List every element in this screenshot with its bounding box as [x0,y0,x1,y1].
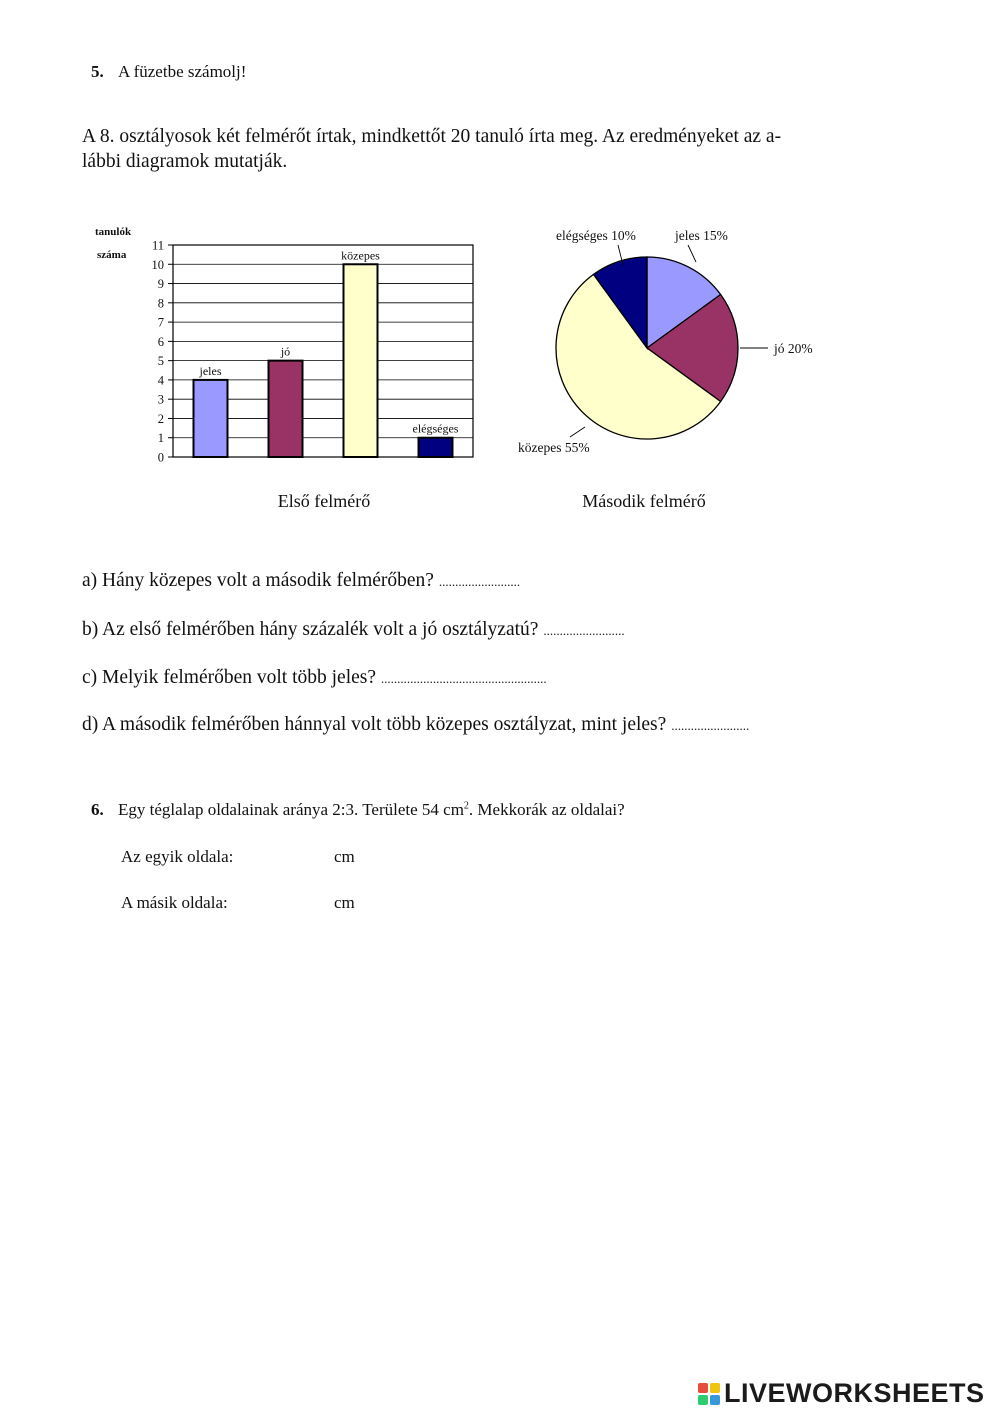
y-tick-label: 6 [157,334,164,349]
question-d [82,714,749,736]
bar-label: közepes [341,248,380,263]
task5-title: A füzetbe számolj! [118,62,247,81]
y-tick-label: 10 [151,257,164,272]
task5-heading [91,62,246,82]
y-tick-label: 5 [157,354,164,369]
task6-text [118,800,625,819]
y-tick-label: 11 [151,238,164,253]
y-tick-label: 9 [157,277,164,292]
task5-intro-line2: lábbi diagramok mutatják. [82,151,288,172]
task6-superscript: 2 [463,800,469,812]
question-text: b) Az első felmérőben hány százalék volt a jó osztályzatú? [82,619,544,640]
pie-label: közepes 55% [518,440,590,455]
question-text: d) A második felmérőben hánnyal volt több közepes osztályzat, mint jeles? [82,714,672,735]
task6-row2-unit: cm [334,893,355,912]
bar-jeles [194,380,228,457]
pie-chart-title: Második felmérő [582,491,706,511]
pie-leader-line [570,427,585,437]
logo-text: LIVEWORKSHEETS [724,1378,985,1408]
answer-blank[interactable]: ........................ [671,718,750,733]
pie-label: elégséges 10% [556,228,636,243]
charts-figure [80,215,860,525]
bar-label: elégséges [412,421,459,436]
task6-row1-unit: cm [334,847,355,866]
task5-number: 5. [91,62,104,81]
answer-blank[interactable]: ......................... [543,623,625,638]
bar-chart [95,226,473,511]
pie-leader-line [688,245,696,262]
y-tick-label: 8 [157,296,164,311]
y-tick-label: 2 [157,411,164,426]
y-tick-label: 1 [157,431,164,446]
task6-text-main: Egy téglalap oldalainak aránya 2:3. Területe 54 cm [118,800,464,819]
task6-row2-label: A másik oldala: [121,893,228,912]
question-text: a) Hány közepes volt a második felmérőben? [82,570,439,591]
y-tick-label: 4 [157,373,164,388]
task5-intro-line1: A 8. osztályosok két felmérőt írtak, mindkettőt 20 tanuló írta meg. Az eredményeket az a- [82,126,782,147]
y-tick-label: 7 [157,315,164,330]
y-axis-label: tanulók [95,226,132,238]
pie-chart [518,228,813,511]
question-a [82,570,520,592]
task6-number: 6. [91,800,104,819]
bar-közepes [344,264,378,457]
liveworksheets-logo [698,1378,985,1409]
y-tick-label: 0 [157,450,164,465]
bar-label: jeles [199,363,222,378]
answer-blank[interactable]: ......................... [438,574,521,589]
answer-blank[interactable]: ................................................... [380,671,547,686]
bar-chart-title: Első felmérő [277,491,371,511]
bar-label: jó [280,344,291,359]
bar-elégséges [419,438,453,457]
task6-heading [91,800,625,820]
question-text: c) Melyik felmérőben volt több jeles? [82,667,381,688]
y-tick-label: 3 [157,392,164,407]
y-axis-label: száma [97,249,127,261]
pie-label: jeles 15% [675,228,728,243]
logo-mark-icon [698,1383,720,1405]
task6-text-end: . Mekkorák az oldalai? [468,800,625,819]
task6-row1-label: Az egyik oldala: [121,847,234,866]
question-b [82,619,625,641]
bar-jó [269,361,303,457]
pie-label: jó 20% [774,341,813,356]
question-c [82,667,547,689]
